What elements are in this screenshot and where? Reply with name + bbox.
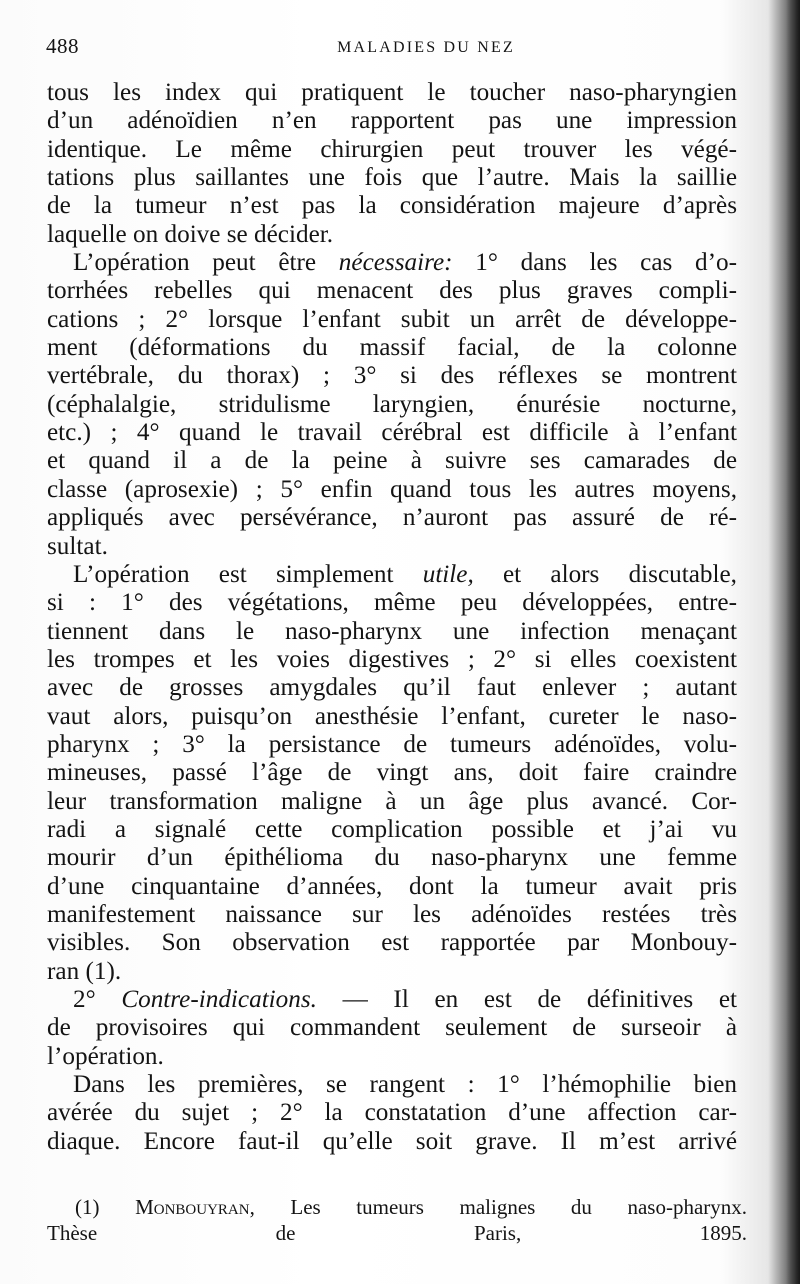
text-line: manifestement naissance sur les adénoïdes restées très [47, 900, 737, 928]
text-line: d’un adénoïdien n’en rapportent pas une impression [47, 107, 737, 135]
text-line: diaque. Encore faut-il qu’elle soit grave. Il m’est arrivé [47, 1127, 737, 1155]
text-line: etc.) ; 4° quand le travail cérébral est difficile à l’enfant [47, 419, 737, 447]
text-line: radi a signalé cette complication possible et j’ai vu [47, 815, 737, 843]
emphasis: nécessaire: [338, 249, 453, 277]
page-number: 488 [46, 34, 79, 58]
text-line: mineuses, passé l’âge de vingt ans, doit faire craindre [47, 759, 737, 787]
footnote-line-1 [47, 1194, 747, 1220]
text-line: avérée du sujet ; 2° la constatation d’une affection car- [47, 1099, 737, 1127]
text-line: de provisoires qui commandent seulement de surseoir à [47, 1014, 737, 1042]
text-line: laquelle on doive se décider. [47, 220, 334, 248]
page-header [46, 34, 746, 64]
text-line: Dans les premières, se rangent : 1° l’hémophilie bien [73, 1071, 737, 1099]
text-line: si : 1° des végétations, même peu développées, entre- [47, 589, 737, 617]
text-line: classe (aprosexie) ; 5° enfin quand tous les autres moyens, [47, 475, 737, 503]
text-line: visibles. Son observation est rapportée par Monbouy- [47, 929, 737, 957]
text-line: vertébrale, du thorax) ; 3° si des réflexes se montrent [47, 362, 737, 390]
footnote [47, 1194, 747, 1246]
text-line: torrhées rebelles qui menacent des plus graves compli- [47, 277, 737, 305]
text-line: les trompes et les voies digestives ; 2° si elles coexistent [47, 645, 737, 673]
text-line: L’opération peut être nécessaire: 1° dans les cas d’o- [73, 249, 737, 277]
footnote-line-2: Thèse de Paris, 1895. [47, 1221, 747, 1245]
text-line: pharynx ; 3° la persistance de tumeurs adénoïdes, volu- [47, 730, 737, 758]
footnote-marker: (1) [75, 1195, 100, 1219]
text-line: de la tumeur n’est pas la considération majeure d’après [47, 192, 737, 220]
text-line: tations plus saillantes une fois que l’autre. Mais la saillie [47, 164, 737, 192]
text-line: ment (déformations du massif facial, de la colonne [47, 334, 737, 362]
text-line: mourir d’un épithélioma du naso-pharynx une femme [47, 844, 737, 872]
footnote-author: Monbouyran [135, 1195, 250, 1219]
text-line: tiennent dans le naso-pharynx une infection menaçant [47, 617, 737, 645]
emphasis: utile, [422, 560, 474, 588]
text-line: d’une cinquantaine d’années, dont la tumeur avait pris [47, 872, 737, 900]
text-line: sultat. [47, 532, 108, 560]
text-line: et quand il a de la peine à suivre ses camarades de [47, 447, 737, 475]
page-edge-shadow [786, 0, 800, 1284]
text-line: avec de grosses amygdales qu’il faut enlever ; autant [47, 674, 737, 702]
text-line: l’opération. [47, 1042, 164, 1070]
running-head: MALADIES DU NEZ [337, 39, 515, 56]
text-line: L’opération est simplement utile, et alors discutable, [73, 560, 737, 588]
text-line: identique. Le même chirurgien peut trouver les végé- [47, 135, 737, 163]
text-line: (céphalalgie, stridulisme laryngien, énurésie nocturne, [47, 390, 737, 418]
text-line: appliqués avec persévérance, n’auront pas assuré de ré- [47, 504, 737, 532]
body-text [47, 79, 737, 1156]
text-line: 2° Contre-indications. — Il en est de définitives et [73, 986, 737, 1013]
footnote-title: , Les tumeurs malignes du naso-pharynx. [249, 1195, 748, 1219]
text-line: ran (1). [47, 957, 122, 985]
emphasis: Contre-indications. [121, 986, 317, 1013]
text-line: leur transformation maligne à un âge plus avancé. Cor- [47, 787, 737, 815]
text-line: tous les index qui pratiquent le toucher naso-pharyngien [47, 79, 737, 106]
text-line: cations ; 2° lorsque l’enfant subit un arrêt de développe- [47, 305, 737, 333]
text-line: vaut alors, puisqu’on anesthésie l’enfant, cureter le naso- [47, 702, 737, 730]
